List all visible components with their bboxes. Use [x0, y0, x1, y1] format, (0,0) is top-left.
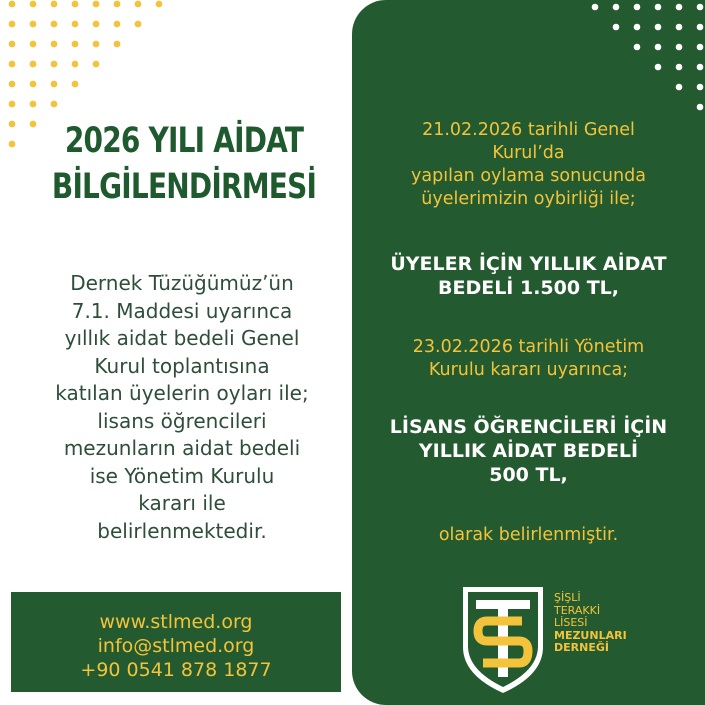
student-fee-line: LİSANS ÖĞRENCİLERİ İÇİN [389, 416, 668, 438]
title-line-2: BİLGİLENDİRMESİ [51, 167, 317, 207]
left-body-line: katılan üyelerin oyları ile; [55, 381, 309, 405]
member-fee-line: ÜYELER İÇİN YILLIK AİDAT [390, 253, 667, 275]
logo-line-bold: MEZUNLARI [554, 628, 627, 642]
association-logo-shield-icon [461, 585, 545, 695]
intro-text [352, 119, 705, 211]
board-decision-line: Kurulu kararı uyarınca; [428, 360, 629, 380]
email-link[interactable]: info@stlmed.org [97, 635, 255, 657]
phone-number[interactable]: +90 0541 878 1877 [80, 659, 272, 681]
student-fee-line: YILLIK AİDAT BEDELİ [418, 440, 639, 462]
student-fee-line: 500 TL, [489, 464, 568, 486]
left-description [12, 270, 352, 545]
left-body-line: lisans öğrencileri [97, 408, 267, 433]
page-title [48, 118, 320, 210]
closing-text [352, 524, 705, 547]
logo-line-bold: DERNEĞİ [554, 641, 609, 654]
title-line-1: 2026 YILI AİDAT [64, 121, 304, 161]
closing-line: olarak belirlenmiştir. [438, 525, 619, 545]
left-body-line: Dernek Tüzüğümüz’ün [70, 271, 294, 295]
board-decision-line: 23.02.2026 tarihli Yönetim [412, 337, 645, 357]
website-link[interactable]: www.stlmed.org [99, 611, 253, 633]
left-body-line: 7.1. Maddesi uyarınca [71, 298, 293, 323]
intro-line: üyelerimizin oybirliği ile; [421, 189, 636, 209]
logo-line: TERAKKİ [554, 603, 601, 617]
student-fee-text [352, 415, 705, 487]
logo-text [554, 592, 627, 655]
intro-line: Kurul’da [492, 143, 565, 163]
left-body-line: Kurul toplantısına [94, 353, 270, 378]
white-dot-pattern [580, 0, 705, 115]
left-body-line: yıllık aidat bedeli Genel [64, 326, 300, 350]
member-fee-line: BEDELİ 1.500 TL, [437, 277, 619, 299]
left-body-line: mezunların aidat bedeli [63, 436, 301, 460]
intro-line: 21.02.2026 tarihli Genel [422, 120, 635, 140]
contact-box [11, 592, 341, 692]
logo-line: ŞİŞLİ [554, 591, 581, 604]
left-body-line: belirlenmektedir. [97, 518, 267, 543]
board-decision-text [352, 336, 705, 382]
intro-line: yapılan oylama sonucunda [411, 166, 646, 186]
member-fee-text [352, 252, 705, 300]
logo-line: LİSESİ [554, 616, 588, 629]
left-body-line: kararı ile [138, 491, 226, 515]
left-body-line: ise Yönetim Kurulu [89, 463, 275, 488]
